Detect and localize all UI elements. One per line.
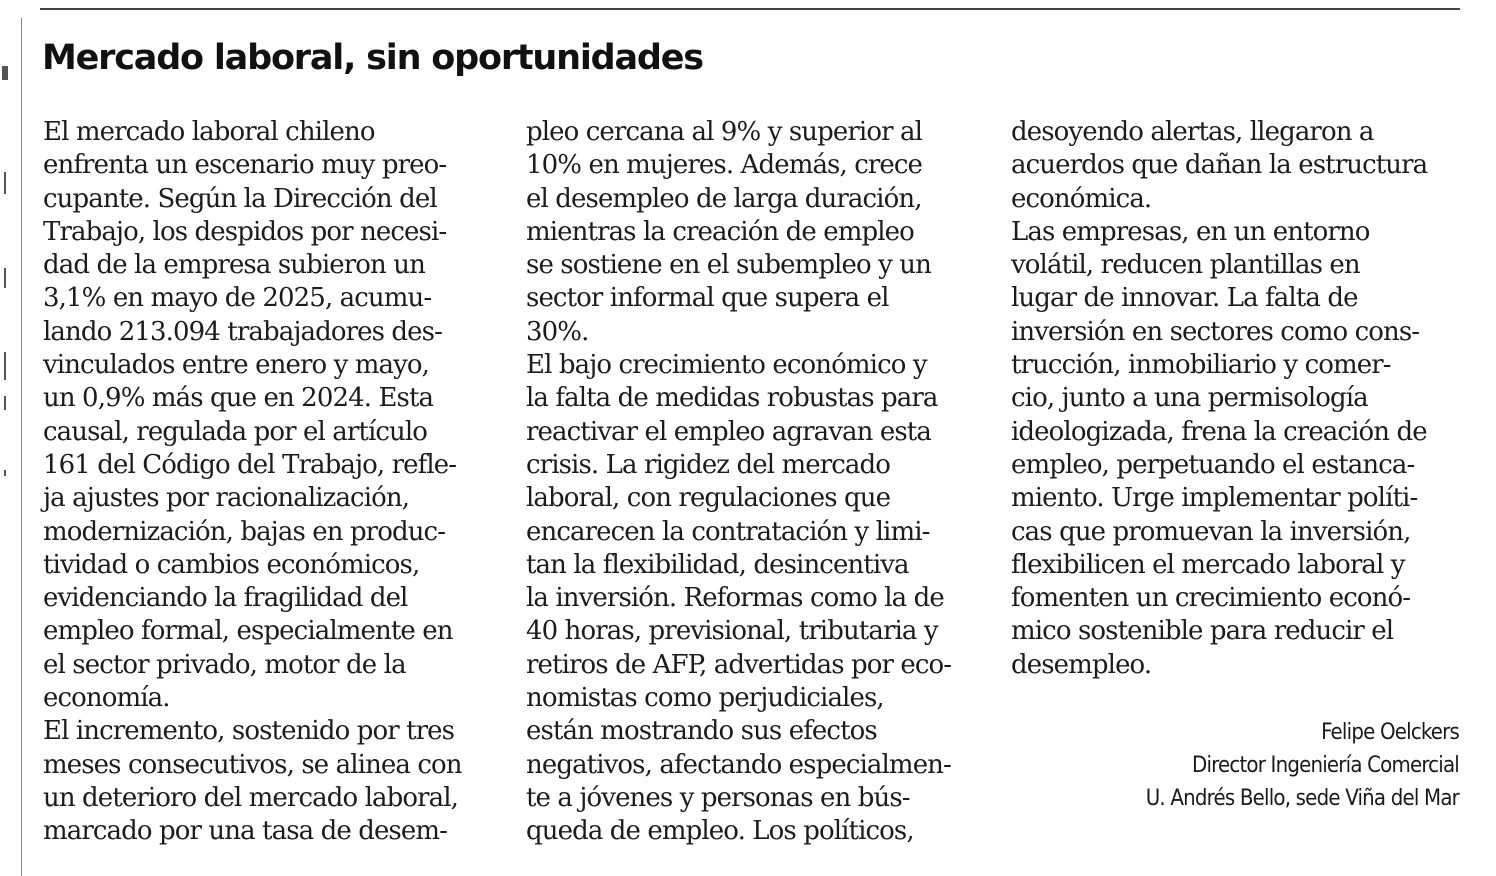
article-text-line: empleo formal, especialmente en	[43, 616, 453, 647]
article-text-line: lando 213.094 trabajadores des-	[43, 316, 442, 347]
article-text-line: dad de la empresa subieron un	[43, 250, 425, 281]
top-divider-rule	[40, 8, 1460, 10]
article-text-line: cas que promuevan la inversión,	[1011, 516, 1411, 547]
article-text-line: 3,1% en mayo de 2025, acumu-	[43, 283, 432, 314]
article-text-line: mientras la creación de empleo	[526, 216, 914, 247]
article-text-line: 10% en mujeres. Además, crece	[526, 150, 923, 181]
article-text-line: un 0,9% más que en 2024. Esta	[43, 383, 434, 414]
article-text-line: El mercado laboral chileno	[43, 117, 375, 147]
author-institution: U. Andrés Bello, sede Viña del Mar	[1145, 786, 1459, 811]
article-text-line: la inversión. Reformas como la de	[526, 583, 944, 614]
left-column-rule	[21, 18, 22, 876]
article-text-line: causal, regulada por el artículo	[43, 416, 428, 447]
article-text-line: el sector privado, motor de la	[43, 649, 406, 680]
article-text-line: evidenciando la fragilidad del	[43, 583, 408, 614]
author-title: Director Ingeniería Comercial	[1192, 753, 1459, 778]
article-text-line: 161 del Código del Trabajo, refle-	[43, 449, 457, 480]
article-column-2	[526, 116, 986, 849]
article-text-line: acuerdos que dañan la estructura	[1011, 150, 1428, 181]
author-signature	[1146, 716, 1459, 815]
article-text-line: miento. Urge implementar políti-	[1011, 483, 1418, 514]
article-text-line: ja ajustes por racionalización,	[43, 483, 410, 514]
article-text-line: negativos, afectando especialmen-	[526, 749, 951, 780]
article-text-line: trucción, inmobiliario y comer-	[1011, 350, 1391, 381]
article-column-3	[1011, 116, 1461, 682]
article-text-line: están mostrando sus efectos	[526, 716, 877, 747]
article-text-line: el desempleo de larga duración,	[526, 183, 922, 214]
article-text-line: económica.	[1011, 183, 1152, 214]
article-headline: Mercado laboral, sin oportunidades	[42, 38, 703, 78]
article-column-1	[43, 116, 493, 849]
article-text-line: ideologizada, frena la creación de	[1011, 416, 1427, 447]
article-text-line: meses consecutivos, se alinea con	[43, 749, 462, 780]
article-text-line: volátil, reducen plantillas en	[1011, 250, 1360, 281]
article-text-line: tividad o cambios económicos,	[43, 549, 420, 580]
article-text-line: lugar de innovar. La falta de	[1011, 283, 1358, 314]
article-text-line: desoyendo alertas, llegaron a	[1011, 117, 1374, 147]
article-text-line: un deterioro del mercado laboral,	[43, 782, 458, 813]
article-text-line: modernización, bajas en produc-	[43, 516, 446, 547]
article-text-line: 40 horas, previsional, tributaria y	[526, 616, 938, 647]
article-text-line: flexibilicen el mercado laboral y	[1011, 549, 1405, 580]
article-text-line: tan la flexibilidad, desincentiva	[526, 549, 909, 580]
article-text-line: laboral, con regulaciones que	[526, 483, 891, 514]
author-name: Felipe Oelckers	[1321, 720, 1459, 745]
article-text-line: El bajo crecimiento económico y	[526, 350, 927, 381]
article-text-line: Trabajo, los despidos por necesi-	[43, 216, 447, 247]
article-text-line: enfrenta un escenario muy preo-	[43, 150, 447, 181]
article-text-line: sector informal que supera el	[526, 283, 889, 314]
article-text-line: cio, junto a una permisología	[1011, 383, 1368, 414]
article-text-line: fomenten un crecimiento econó-	[1011, 583, 1411, 614]
article-text-line: 30%.	[526, 316, 589, 347]
article-text-line: El incremento, sostenido por tres	[43, 716, 455, 747]
article-text-line: pleo cercana al 9% y superior al	[526, 117, 922, 147]
article-text-line: retiros de AFP, advertidas por eco-	[526, 649, 952, 680]
article-text-line: vinculados entre enero y mayo,	[43, 350, 430, 381]
article-text-line: marcado por una tasa de desem-	[43, 816, 448, 847]
adjacent-page-edge	[0, 0, 12, 876]
article-text-line: se sostiene en el subempleo y un	[526, 250, 931, 281]
article-text-line: queda de empleo. Los políticos,	[526, 816, 914, 847]
article-text-line: Las empresas, en un entorno	[1011, 216, 1370, 247]
article-text-line: cupante. Según la Dirección del	[43, 183, 437, 214]
article-text-line: crisis. La rigidez del mercado	[526, 449, 891, 480]
article-text-line: encarecen la contratación y limi-	[526, 516, 930, 547]
article-text-line: mico sostenible para reducir el	[1011, 616, 1394, 647]
article-text-line: te a jóvenes y personas en bús-	[526, 782, 910, 813]
article-text-line: la falta de medidas robustas para	[526, 383, 938, 414]
article-text-line: desempleo.	[1011, 649, 1152, 680]
article-text-line: empleo, perpetuando el estanca-	[1011, 449, 1415, 480]
article-text-line: inversión en sectores como cons-	[1011, 316, 1420, 347]
article-text-line: reactivar el empleo agravan esta	[526, 416, 931, 447]
article-text-line: nomistas como perjudiciales,	[526, 683, 884, 714]
article-text-line: economía.	[43, 683, 170, 714]
